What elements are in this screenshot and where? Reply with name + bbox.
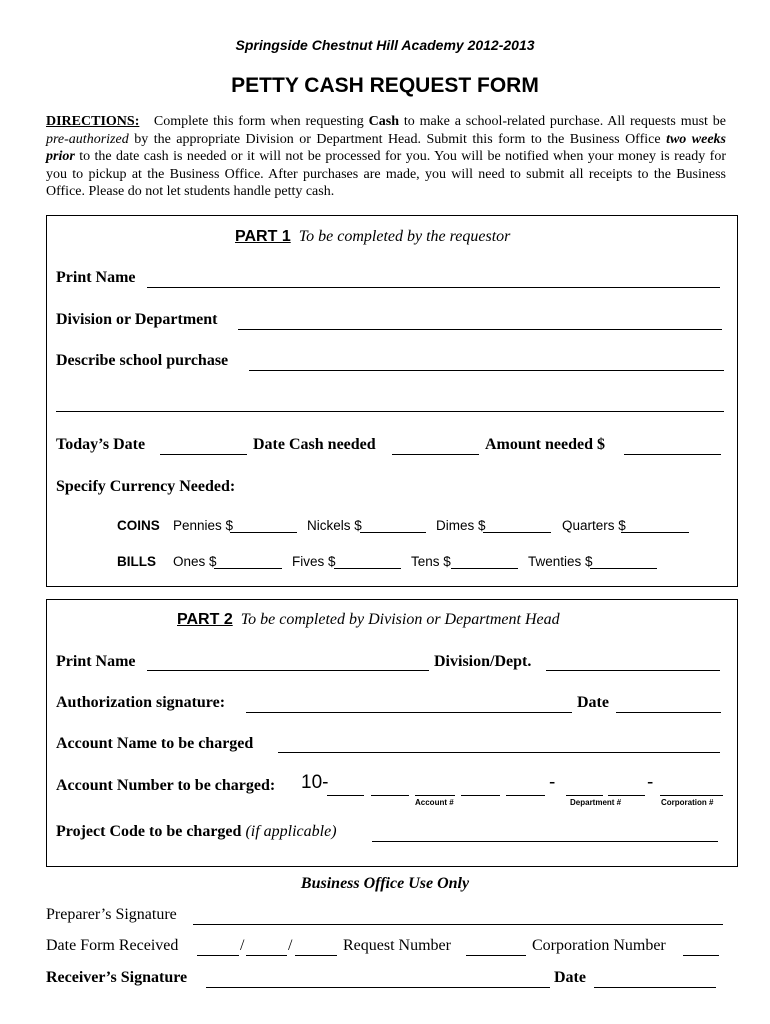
project-code-text: Project Code to be charged xyxy=(56,823,242,840)
ones-label: Ones $ xyxy=(173,554,217,569)
account-name-label: Account Name to be charged xyxy=(56,735,254,752)
authorization-signature-field[interactable] xyxy=(246,712,572,713)
receiver-signature-field[interactable] xyxy=(206,987,550,988)
part2-label: PART 2 xyxy=(177,611,233,628)
part1-print-name-field[interactable] xyxy=(147,287,720,288)
amount-needed-field[interactable] xyxy=(624,454,721,455)
tens-field[interactable] xyxy=(451,568,518,569)
form-title: PETTY CASH REQUEST FORM xyxy=(231,74,539,97)
project-code-label xyxy=(56,823,337,841)
part2-division-field[interactable] xyxy=(546,670,720,671)
part1-print-name-label: Print Name xyxy=(56,269,136,286)
nickels-label: Nickels $ xyxy=(307,518,362,533)
preparer-signature-field[interactable] xyxy=(193,924,723,925)
tens-label: Tens $ xyxy=(411,554,451,569)
twenties-field[interactable] xyxy=(590,568,657,569)
account-number-label: Account Number to be charged: xyxy=(56,777,276,794)
directions-preauthorized: pre-authorized xyxy=(46,131,129,147)
directions-paragraph xyxy=(46,113,726,201)
request-number-label: Request Number xyxy=(343,937,451,954)
account-name-field[interactable] xyxy=(278,752,720,753)
account-dash-2: - xyxy=(647,772,654,793)
received-day-field[interactable] xyxy=(246,955,287,956)
part2-division-label: Division/Dept. xyxy=(434,653,532,670)
todays-date-label: Today’s Date xyxy=(56,436,146,453)
nickels-field[interactable] xyxy=(360,532,426,533)
request-number-field[interactable] xyxy=(466,955,526,956)
date-cash-needed-field[interactable] xyxy=(392,454,479,455)
corporation-number-field[interactable] xyxy=(683,955,719,956)
corporation-hash-label: Corporation # xyxy=(661,798,714,807)
account-digit-4[interactable] xyxy=(461,795,500,796)
corporation-field[interactable] xyxy=(660,795,723,796)
todays-date-field[interactable] xyxy=(160,454,247,455)
part1-division-label: Division or Department xyxy=(56,311,218,328)
ones-field[interactable] xyxy=(214,568,282,569)
received-year-field[interactable] xyxy=(295,955,337,956)
account-dash-1: - xyxy=(549,772,556,793)
corporation-number-label: Corporation Number xyxy=(532,937,666,954)
project-code-field[interactable] xyxy=(372,841,718,842)
account-digit-5[interactable] xyxy=(506,795,545,796)
coins-label: COINS xyxy=(117,518,160,533)
currency-label: Specify Currency Needed: xyxy=(56,478,236,495)
directions-text-4: to the date cash is needed or it will not be processed for you. You will be notified when your money is ready for you to pickup at the Business Office. After purchases are made, you will need to submit all receipts to the Business Office. Please do not let students handle petty cash. xyxy=(46,149,726,200)
pennies-field[interactable] xyxy=(230,532,297,533)
part1-label: PART 1 xyxy=(235,228,291,245)
directions-text-1: Complete this form when requesting xyxy=(153,114,364,129)
date-slash-2: / xyxy=(288,937,293,954)
account-digit-3[interactable] xyxy=(415,795,455,796)
part1-describe-field-2[interactable] xyxy=(56,411,724,412)
school-year-heading: Springside Chestnut Hill Academy 2012-2013 xyxy=(235,37,535,53)
amount-needed-label: Amount needed $ xyxy=(485,436,606,453)
part1-describe-field[interactable] xyxy=(249,370,724,371)
part1-subtitle: To be completed by the requestor xyxy=(298,228,511,245)
twenties-label: Twenties $ xyxy=(528,554,593,569)
part2-date-label: Date xyxy=(577,694,609,711)
part1-division-field[interactable] xyxy=(238,329,722,330)
part2-print-name-field[interactable] xyxy=(147,670,429,671)
receiver-signature-label: Receiver’s Signature xyxy=(46,969,188,986)
date-form-received-label: Date Form Received xyxy=(46,937,179,954)
bills-label: BILLS xyxy=(117,554,156,569)
date-slash-1: / xyxy=(240,937,245,954)
preparer-signature-label: Preparer’s Signature xyxy=(46,906,177,923)
received-month-field[interactable] xyxy=(197,955,239,956)
dimes-field[interactable] xyxy=(483,532,551,533)
fives-label: Fives $ xyxy=(292,554,336,569)
directions-text-3: by the appropriate Division or Department Head. Submit this form to the Business Office xyxy=(134,131,661,147)
receiver-date-field[interactable] xyxy=(594,987,716,988)
fives-field[interactable] xyxy=(334,568,401,569)
account-number-prefix: 10- xyxy=(301,772,329,793)
part2-print-name-label: Print Name xyxy=(56,653,136,670)
if-applicable-text: (if applicable) xyxy=(245,823,337,840)
department-hash-label: Department # xyxy=(570,798,622,807)
authorization-signature-label: Authorization signature: xyxy=(56,694,226,711)
directions-two-weeks: two weeks prior xyxy=(46,131,727,165)
business-office-title: Business Office Use Only xyxy=(300,875,470,892)
receiver-date-label: Date xyxy=(554,969,586,986)
department-digit-1[interactable] xyxy=(566,795,603,796)
directions-cash: Cash xyxy=(368,114,399,129)
date-cash-needed-label: Date Cash needed xyxy=(253,436,376,453)
quarters-label: Quarters $ xyxy=(562,518,626,533)
pennies-label: Pennies $ xyxy=(173,518,234,533)
part2-date-field[interactable] xyxy=(616,712,721,713)
directions-label: DIRECTIONS: xyxy=(46,114,140,129)
account-digit-1[interactable] xyxy=(327,795,364,796)
account-digit-2[interactable] xyxy=(371,795,409,796)
department-digit-2[interactable] xyxy=(608,795,645,796)
directions-text-2: to make a school-related purchase. All requests must be xyxy=(403,114,726,129)
part2-subtitle: To be completed by Division or Department Head xyxy=(240,611,560,628)
dimes-label: Dimes $ xyxy=(436,518,486,533)
part1-heading xyxy=(235,228,510,246)
part2-heading xyxy=(177,611,560,629)
account-hash-label: Account # xyxy=(415,798,454,807)
part1-describe-label: Describe school purchase xyxy=(56,352,229,369)
quarters-field[interactable] xyxy=(621,532,689,533)
